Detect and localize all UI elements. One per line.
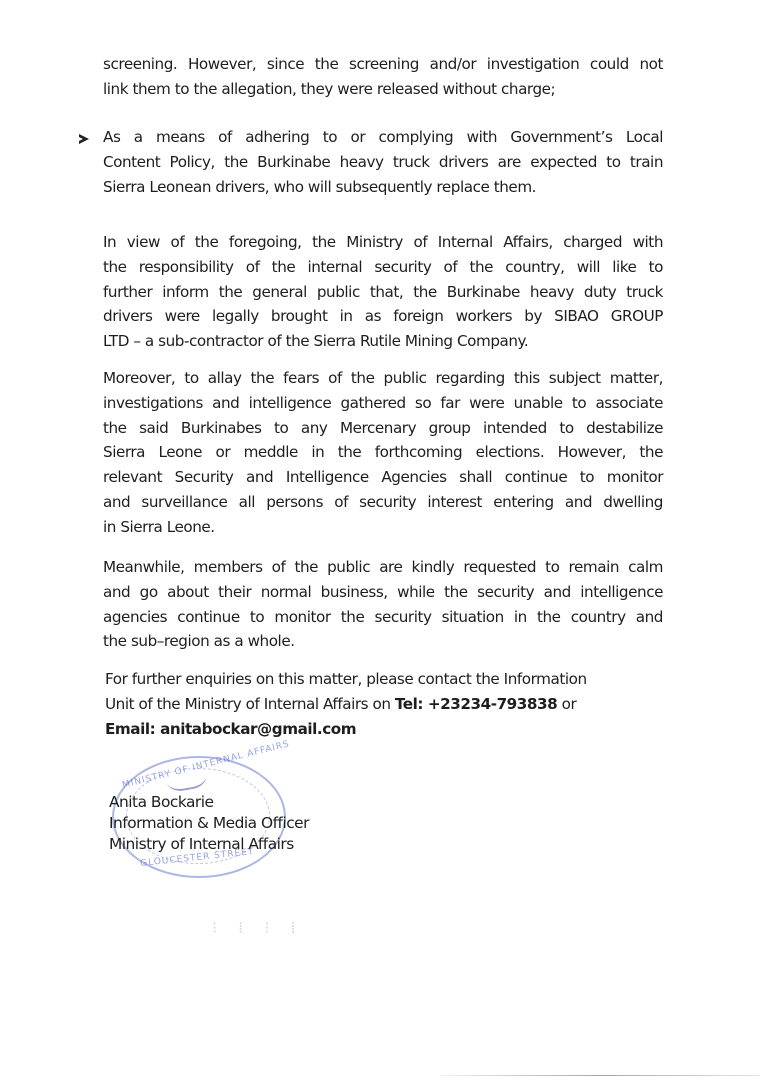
page-edge-shadow	[440, 1075, 760, 1076]
text-line: drivers were legally brought in as foreign workers by SIBAO GROUP	[103, 307, 663, 326]
faint-bleed-through-marks: ⁝ ⁞ ⁝ ⁞	[212, 918, 304, 937]
paragraph-foregoing	[103, 230, 663, 354]
bullet-item-local-content	[103, 125, 663, 199]
paragraph-enquiries	[105, 667, 665, 741]
text-fragment: or	[557, 694, 577, 713]
paragraph-moreover	[103, 366, 663, 540]
paragraph-meanwhile	[103, 555, 663, 654]
text-line	[105, 717, 665, 742]
text-line: screening. However, since the screening and/or investigation could not	[103, 55, 663, 73]
text-line: in Sierra Leone.	[103, 517, 215, 536]
arrow-bullet-icon	[79, 134, 89, 144]
text-line	[105, 692, 665, 717]
telephone-number: Tel: +23234-793838	[394, 694, 558, 713]
signatory-title: Information & Media Officer	[109, 814, 309, 832]
text-line: Sierra Leonean drivers, who will subsequently replace them.	[103, 177, 537, 196]
text-line: the responsibility of the internal security of the country, will like to	[103, 257, 663, 276]
text-line: As a means of adhering to or complying with Government’s Local	[103, 128, 663, 146]
text-line: agencies continue to monitor the security situation in the country and	[103, 607, 663, 626]
stamp-bottom-text: GLOUCESTER STREET	[139, 847, 255, 869]
text-line: link them to the allegation, they were released without charge;	[103, 79, 556, 98]
signatory-organization: Ministry of Internal Affairs	[109, 835, 294, 853]
text-line: Content Policy, the Burkinabe heavy truck drivers are expected to train	[103, 152, 663, 171]
text-fragment: Unit of the Ministry of Internal Affairs on	[105, 694, 395, 713]
email-address: Email: anitabockar@gmail.com	[105, 719, 357, 738]
paragraph-continuation	[103, 52, 663, 102]
text-line: investigations and intelligence gathered so far were unable to associate	[103, 393, 663, 412]
text-line: Sierra Leone or meddle in the forthcoming elections. However, the	[103, 443, 663, 462]
text-line: and go about their normal business, while the security and intelligence	[103, 582, 663, 601]
text-line: further inform the general public that, the Burkinabe heavy duty truck	[103, 282, 663, 301]
signatory-name: Anita Bockarie	[109, 793, 214, 811]
text-line: the sub–region as a whole.	[103, 632, 295, 651]
text-line: LTD – a sub-contractor of the Sierra Rutile Mining Company.	[103, 332, 529, 351]
text-line: For further enquiries on this matter, please contact the Information	[105, 670, 587, 688]
text-line: In view of the foregoing, the Ministry of Internal Affairs, charged with	[103, 233, 663, 251]
text-line: the said Burkinabes to any Mercenary group intended to destabilize	[103, 418, 663, 437]
text-line: Meanwhile, members of the public are kindly requested to remain calm	[103, 558, 663, 576]
text-line: Moreover, to allay the fears of the public regarding this subject matter,	[103, 369, 663, 387]
stamp-top-text: MINISTRY OF INTERNAL AFFAIRS	[121, 739, 291, 791]
text-line: relevant Security and Intelligence Agencies shall continue to monitor	[103, 468, 663, 487]
text-line: and surveillance all persons of security interest entering and dwelling	[103, 492, 663, 511]
